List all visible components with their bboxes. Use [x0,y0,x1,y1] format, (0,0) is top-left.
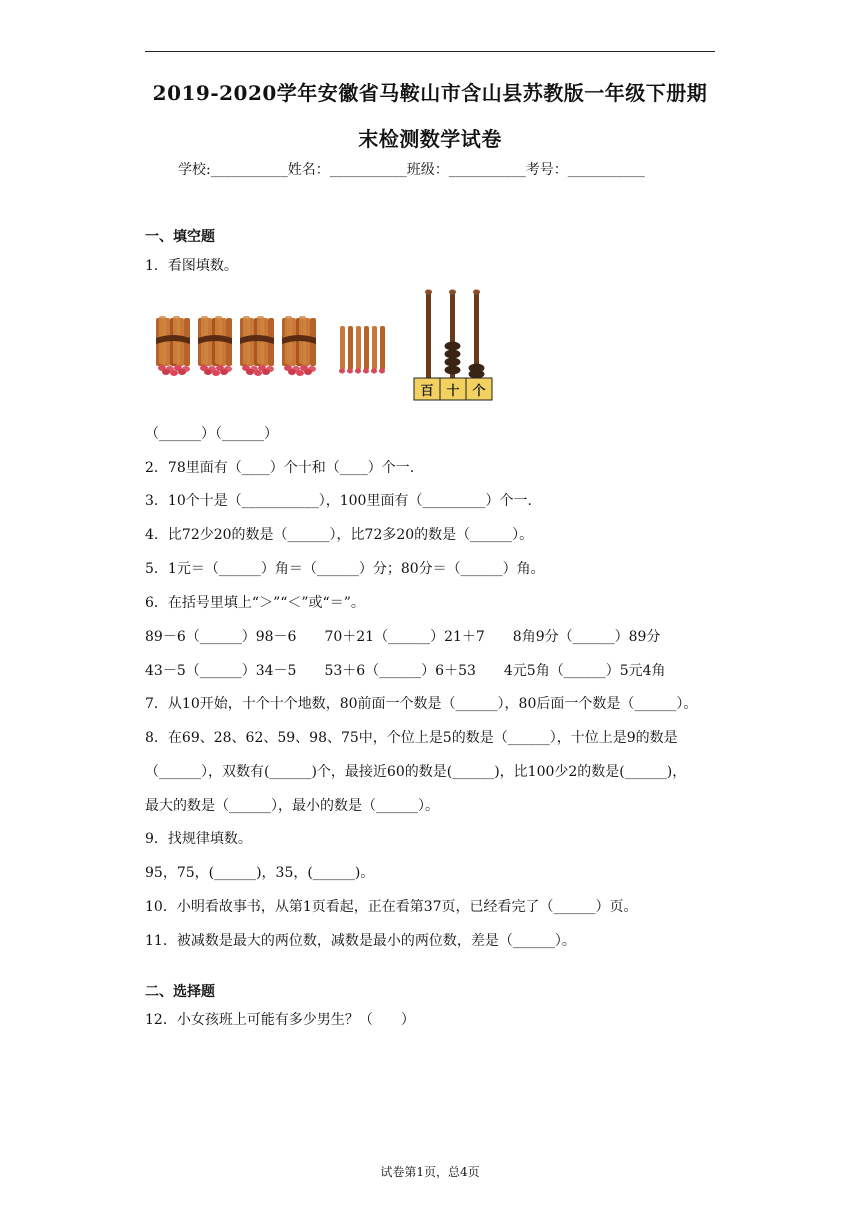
stick-bundle [156,316,190,376]
abacus [414,290,492,401]
question-9: 9．找规律填数。 [145,831,252,847]
page-title-line1: 2019-2020学年安徽省马鞍山市含山县苏教版一年级下册期 [152,81,708,105]
abacus-label-ones: 个 [472,384,486,399]
abacus-label-tens: 十 [446,384,460,399]
abacus-label-hundreds: 百 [420,384,434,399]
stick-bundle [198,316,232,376]
question-6-row-1: 89－6（______）98－6 70＋21（______）21＋7 8角9分（______）89分 [145,629,661,645]
stick-bundle [240,316,274,376]
question-5: 5．1元＝（______）角＝（______）分；80分＝（______）角。 [145,561,545,577]
question-6: 6．在括号里填上“＞”“＜”或“＝”。 [145,595,365,611]
section-choice-heading: 二、选择题 [145,984,215,1000]
question-12: 12．小女孩班上可能有多少男生？（ ） [145,1012,415,1028]
sticks-and-abacus-illustration [150,288,500,408]
question-7: 7．从10开始，十个十个地数，80前面一个数是（______），80后面一个数是（______）。 [145,696,698,712]
section-fill-in-heading: 一、填空题 [145,229,215,245]
student-info-line: 学校:___________姓名：___________班级：___________考号：___________ [178,162,645,178]
question-2: 2．78里面有（____）个十和（____）个一. [145,460,415,476]
question-3: 3．10个十是（___________），100里面有（_________）个一. [145,493,532,509]
loose-sticks [339,326,385,374]
question-11: 11．被减数是最大的两位数，减数是最小的两位数，差是（______）。 [145,933,576,949]
question-8-line-3: 最大的数是（______），最小的数是（______）。 [145,798,439,814]
question-8-line-2: （______），双数有(______)个，最接近60的数是(______)，比100少2的数是(______)， [145,764,687,780]
question-8-line-1: 8．在69、28、62、59、98、75中，个位上是5的数是（______），十位上是9的数是 [145,730,678,746]
stick-bundle [282,316,316,376]
page-title-line2: 末检测数学试卷 [358,127,502,151]
question-1-blanks: （______）（______） [145,426,278,442]
question-6-row-2: 43－5（______）34－5 53＋6（______）6＋53 4元5角（______）5元4角 [145,663,666,679]
question-4: 4．比72少20的数是（______），比72多20的数是（______）。 [145,527,534,543]
question-1: 1．看图填数。 [145,258,238,274]
top-rule [145,51,715,52]
page-footer: 试卷第1页，总4页 [380,1165,480,1179]
question-9-sequence: 95，75，(______)，35，(______)。 [145,865,375,881]
question-10: 10．小明看故事书，从第1页看起，正在看第37页，已经看完了（______）页。 [145,899,638,915]
